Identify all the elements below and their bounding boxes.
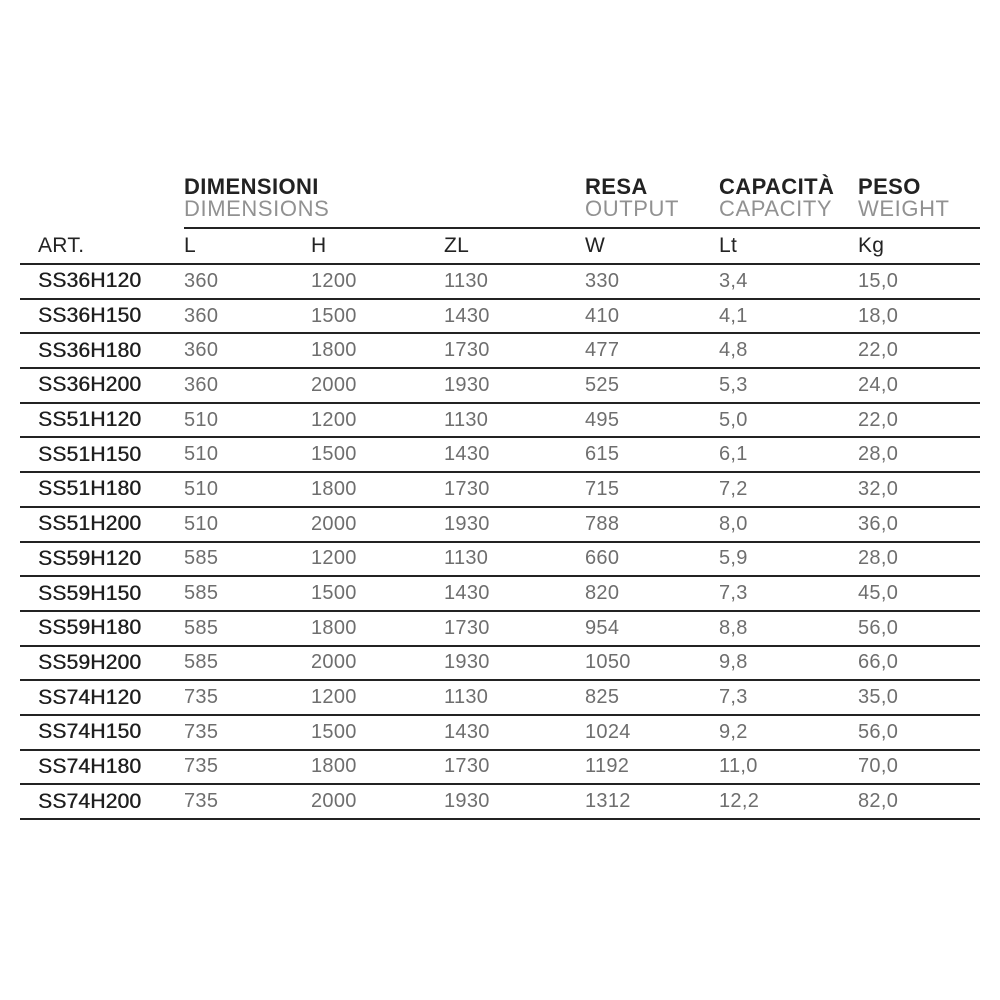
cell-kg: 28,0 [858, 443, 899, 466]
group-header-capacity-it: CAPACITÀ [719, 174, 835, 199]
cell-l: 510 [184, 512, 219, 535]
cell-w: 615 [585, 443, 620, 466]
table-row [20, 577, 980, 612]
cell-l: 360 [184, 269, 219, 292]
group-header-output-en: OUTPUT [585, 196, 680, 221]
cell-w: 477 [585, 339, 620, 362]
column-header-w: W [585, 234, 606, 257]
cell-art: SS74H180 [38, 754, 142, 778]
cell-art: SS51H120 [38, 408, 142, 432]
cell-kg: 56,0 [858, 720, 899, 743]
cell-lt: 4,8 [719, 339, 748, 362]
cell-kg: 15,0 [858, 269, 899, 292]
cell-kg: 28,0 [858, 547, 899, 570]
column-header-row [20, 229, 980, 265]
cell-l: 360 [184, 339, 219, 362]
table-row [20, 508, 980, 543]
cell-zl: 1130 [444, 547, 489, 570]
table-row [20, 716, 980, 751]
cell-zl: 1430 [444, 582, 490, 605]
table-row [20, 612, 980, 647]
table-row [20, 265, 980, 300]
column-header-kg: Kg [858, 234, 885, 257]
cell-lt: 5,3 [719, 373, 748, 396]
cell-h: 1800 [311, 616, 357, 639]
cell-lt: 12,2 [719, 790, 760, 813]
cell-lt: 9,2 [719, 720, 748, 743]
cell-zl: 1430 [444, 443, 490, 466]
cell-art: SS36H150 [38, 304, 142, 328]
cell-w: 495 [585, 408, 620, 431]
cell-h: 1200 [311, 686, 357, 709]
cell-zl: 1430 [444, 720, 490, 743]
group-header-dimensions-en: DIMENSIONS [184, 196, 330, 221]
cell-zl: 1930 [444, 651, 490, 674]
cell-zl: 1930 [444, 512, 490, 535]
cell-l: 585 [184, 582, 219, 605]
cell-l: 585 [184, 547, 219, 570]
cell-l: 735 [184, 755, 219, 778]
cell-w: 788 [585, 512, 620, 535]
cell-l: 585 [184, 616, 219, 639]
cell-lt: 4,1 [719, 304, 748, 327]
cell-w: 1192 [585, 755, 630, 778]
cell-h: 2000 [311, 790, 357, 813]
cell-lt: 9,8 [719, 651, 748, 674]
cell-h: 2000 [311, 512, 357, 535]
cell-l: 510 [184, 477, 219, 500]
cell-h: 1200 [311, 408, 357, 431]
cell-art: SS36H180 [38, 338, 142, 362]
group-header-capacity-en: CAPACITY [719, 196, 833, 221]
cell-art: SS74H150 [38, 720, 142, 744]
cell-art: SS74H200 [38, 789, 142, 813]
table-row [20, 473, 980, 508]
cell-w: 954 [585, 616, 620, 639]
cell-h: 1200 [311, 547, 357, 570]
cell-h: 1500 [311, 304, 357, 327]
cell-kg: 18,0 [858, 304, 899, 327]
cell-lt: 8,8 [719, 616, 748, 639]
cell-l: 510 [184, 408, 219, 431]
cell-l: 585 [184, 651, 219, 674]
cell-kg: 66,0 [858, 651, 899, 674]
cell-w: 1050 [585, 651, 631, 674]
cell-kg: 36,0 [858, 512, 899, 535]
table-row [20, 300, 980, 335]
cell-lt: 3,4 [719, 269, 748, 292]
cell-art: SS36H120 [38, 269, 142, 293]
cell-l: 735 [184, 720, 219, 743]
cell-lt: 7,2 [719, 477, 748, 500]
cell-art: SS59H120 [38, 546, 142, 570]
cell-kg: 32,0 [858, 477, 899, 500]
table-row [20, 369, 980, 404]
cell-lt: 7,3 [719, 582, 748, 605]
cell-zl: 1130 [444, 408, 489, 431]
cell-kg: 22,0 [858, 339, 899, 362]
cell-w: 330 [585, 269, 620, 292]
cell-w: 715 [585, 477, 620, 500]
group-header-output [585, 176, 719, 220]
column-header-h: H [311, 234, 327, 257]
cell-art: SS74H120 [38, 685, 142, 709]
column-header-lt: Lt [719, 234, 738, 257]
table-row [20, 785, 980, 820]
cell-h: 2000 [311, 373, 357, 396]
table-row [20, 647, 980, 682]
cell-kg: 70,0 [858, 755, 899, 778]
cell-zl: 1130 [444, 686, 489, 709]
group-header-weight [858, 176, 980, 220]
cell-l: 360 [184, 373, 219, 396]
cell-lt: 5,0 [719, 408, 748, 431]
cell-art: SS51H150 [38, 442, 142, 466]
cell-kg: 22,0 [858, 408, 899, 431]
cell-kg: 24,0 [858, 373, 899, 396]
cell-lt: 6,1 [719, 443, 748, 466]
cell-art: SS51H180 [38, 477, 142, 501]
cell-zl: 1930 [444, 790, 490, 813]
cell-h: 1500 [311, 720, 357, 743]
cell-l: 735 [184, 686, 219, 709]
cell-w: 525 [585, 373, 620, 396]
cell-zl: 1730 [444, 755, 490, 778]
group-header-capacity [719, 176, 858, 220]
group-header-output-it: RESA [585, 174, 648, 199]
cell-zl: 1730 [444, 477, 490, 500]
cell-art: SS59H180 [38, 616, 142, 640]
cell-art: SS36H200 [38, 373, 142, 397]
cell-kg: 45,0 [858, 582, 899, 605]
cell-zl: 1130 [444, 269, 489, 292]
cell-w: 1312 [585, 790, 631, 813]
cell-w: 825 [585, 686, 620, 709]
cell-lt: 5,9 [719, 547, 748, 570]
group-header-dimensions-it: DIMENSIONI [184, 174, 319, 199]
cell-l: 360 [184, 304, 219, 327]
table-body [20, 265, 980, 820]
cell-zl: 1730 [444, 339, 490, 362]
cell-l: 510 [184, 443, 219, 466]
cell-h: 1200 [311, 269, 357, 292]
group-header-weight-en: WEIGHT [858, 196, 950, 221]
cell-l: 735 [184, 790, 219, 813]
table-row [20, 438, 980, 473]
cell-h: 1800 [311, 339, 357, 362]
group-header-row [20, 176, 980, 220]
cell-w: 1024 [585, 720, 631, 743]
cell-h: 1800 [311, 477, 357, 500]
group-header-dimensions [184, 176, 585, 220]
table-row [20, 334, 980, 369]
cell-h: 2000 [311, 651, 357, 674]
cell-w: 660 [585, 547, 620, 570]
cell-lt: 7,3 [719, 686, 748, 709]
cell-art: SS51H200 [38, 512, 142, 536]
cell-art: SS59H150 [38, 581, 142, 605]
cell-zl: 1930 [444, 373, 490, 396]
cell-zl: 1730 [444, 616, 490, 639]
spec-table [20, 176, 980, 820]
group-header-weight-it: PESO [858, 174, 921, 199]
column-header-zl: ZL [444, 234, 470, 257]
cell-zl: 1430 [444, 304, 490, 327]
table-row [20, 404, 980, 439]
cell-h: 1500 [311, 582, 357, 605]
cell-kg: 56,0 [858, 616, 899, 639]
cell-lt: 11,0 [719, 755, 758, 778]
cell-kg: 82,0 [858, 790, 899, 813]
table-row [20, 751, 980, 786]
column-header-art: ART. [38, 234, 85, 257]
cell-kg: 35,0 [858, 686, 899, 709]
cell-w: 410 [585, 304, 620, 327]
cell-lt: 8,0 [719, 512, 748, 535]
table-row [20, 543, 980, 578]
column-header-l: L [184, 234, 196, 257]
cell-h: 1500 [311, 443, 357, 466]
cell-art: SS59H200 [38, 650, 142, 674]
cell-w: 820 [585, 582, 620, 605]
table-row [20, 681, 980, 716]
cell-h: 1800 [311, 755, 357, 778]
